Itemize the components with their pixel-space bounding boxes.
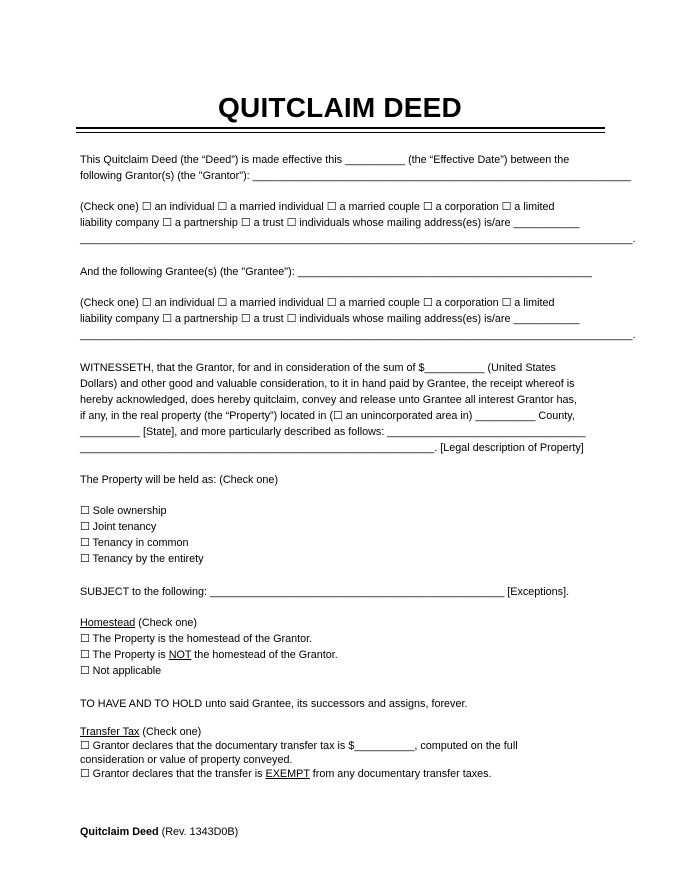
witnesseth-line: ___________________________________________________________. [Legal description of Property] — [80, 442, 584, 454]
subject-line: SUBJECT to the following: _________________________________________________ [Exceptions]. — [80, 586, 570, 598]
homestead-option-na[interactable]: ☐ Not applicable — [80, 665, 162, 677]
homestead-option-is[interactable]: ☐ The Property is the homestead of the Grantor. — [80, 633, 313, 645]
homestead-section — [80, 615, 600, 679]
intro-line: This Quitclaim Deed (the “Deed”) is made effective this __________ (the “Effective Date”) between the — [80, 154, 570, 166]
footer-revision: (Rev. 1343D0B) — [158, 826, 239, 838]
witnesseth-line: WITNESSETH, that the Grantor, for and in consideration of the sum of $__________ (United States — [80, 362, 556, 374]
witnesseth-line: Dollars) and other good and valuable consideration, to it in hand paid by Grantee, the receipt whereof is — [80, 378, 575, 390]
title-rule-thin — [76, 132, 605, 133]
transfer-tax-option-computed[interactable]: ☐ Grantor declares that the documentary transfer tax is $__________, computed on the full — [80, 740, 518, 752]
intro-paragraph — [80, 152, 631, 184]
transfer-tax-option-computed-cont: consideration or value of property conveyed. — [80, 754, 293, 766]
grantor-type-line: (Check one) ☐ an individual ☐ a married individual ☐ a married couple ☐ a corporation ☐ a limited — [80, 201, 555, 213]
homestead-not-post: the homestead of the Grantor. — [191, 649, 338, 661]
grantee-type-paragraph — [80, 295, 636, 343]
option-tenancy-by-entirety[interactable]: ☐ Tenancy by the entirety — [80, 553, 204, 565]
exempt-post: from any documentary transfer taxes. — [309, 768, 492, 780]
grantee-address-line: ____________________________________________________________________________________________. — [80, 329, 636, 341]
grantor-type-line: liability company ☐ a partnership ☐ a trust ☐ individuals whose mailing address(es) is/are ___________ — [80, 217, 580, 229]
habendum-line: TO HAVE AND TO HOLD unto said Grantee, its successors and assigns, forever. — [80, 698, 468, 710]
grantor-address-line: ____________________________________________________________________________________________. — [80, 233, 636, 245]
exempt-word: EXEMPT — [265, 768, 310, 780]
transfer-tax-heading-rest: (Check one) — [139, 726, 202, 738]
witnesseth-paragraph — [80, 360, 600, 456]
witnesseth-line: hereby acknowledged, does hereby quitclaim, convey and release unto Grantee all interest Grantor has, — [80, 394, 577, 406]
grantee-line: And the following Grantee(s) (the "Grantee"): _________________________________________________ — [80, 266, 592, 278]
transfer-tax-option-exempt[interactable] — [80, 767, 600, 781]
transfer-tax-heading — [80, 725, 600, 739]
option-tenancy-in-common[interactable]: ☐ Tenancy in common — [80, 537, 189, 549]
witnesseth-line: if any, in the real property (the “Property”) located in (☐ an unincorporated area in) __________ County, — [80, 410, 575, 422]
homestead-not-word: NOT — [168, 649, 192, 661]
witnesseth-line: __________ [State], and more particularly described as follows: _________________________________ — [80, 426, 586, 438]
grantee-type-line: (Check one) ☐ an individual ☐ a married individual ☐ a married couple ☐ a corporation ☐ a limited — [80, 297, 555, 309]
title-rule-thick — [76, 127, 605, 129]
grantee-type-line: liability company ☐ a partnership ☐ a trust ☐ individuals whose mailing address(es) is/are ___________ — [80, 313, 580, 325]
option-joint-tenancy[interactable]: ☐ Joint tenancy — [80, 521, 157, 533]
homestead-heading-rest: (Check one) — [135, 617, 198, 629]
transfer-tax-heading-underlined: Transfer Tax — [80, 726, 140, 738]
homestead-not-pre: ☐ The Property is — [80, 649, 169, 661]
homestead-option-not[interactable] — [80, 647, 600, 663]
held-options — [80, 503, 600, 567]
homestead-heading — [80, 615, 600, 631]
document-title: QUITCLAIM DEED — [218, 92, 462, 123]
intro-line: following Grantor(s) (the "Grantor"): _______________________________________________________________ — [80, 170, 631, 182]
grantor-type-paragraph — [80, 199, 636, 247]
option-sole-ownership[interactable]: ☐ Sole ownership — [80, 505, 167, 517]
footer-name: Quitclaim Deed — [80, 826, 159, 838]
held-heading: The Property will be held as: (Check one) — [80, 474, 279, 486]
homestead-heading-underlined: Homestead — [80, 617, 136, 629]
transfer-tax-section — [80, 725, 600, 781]
document-footer — [80, 826, 238, 838]
exempt-pre: ☐ Grantor declares that the transfer is — [80, 768, 266, 780]
grantee-paragraph — [80, 264, 600, 280]
